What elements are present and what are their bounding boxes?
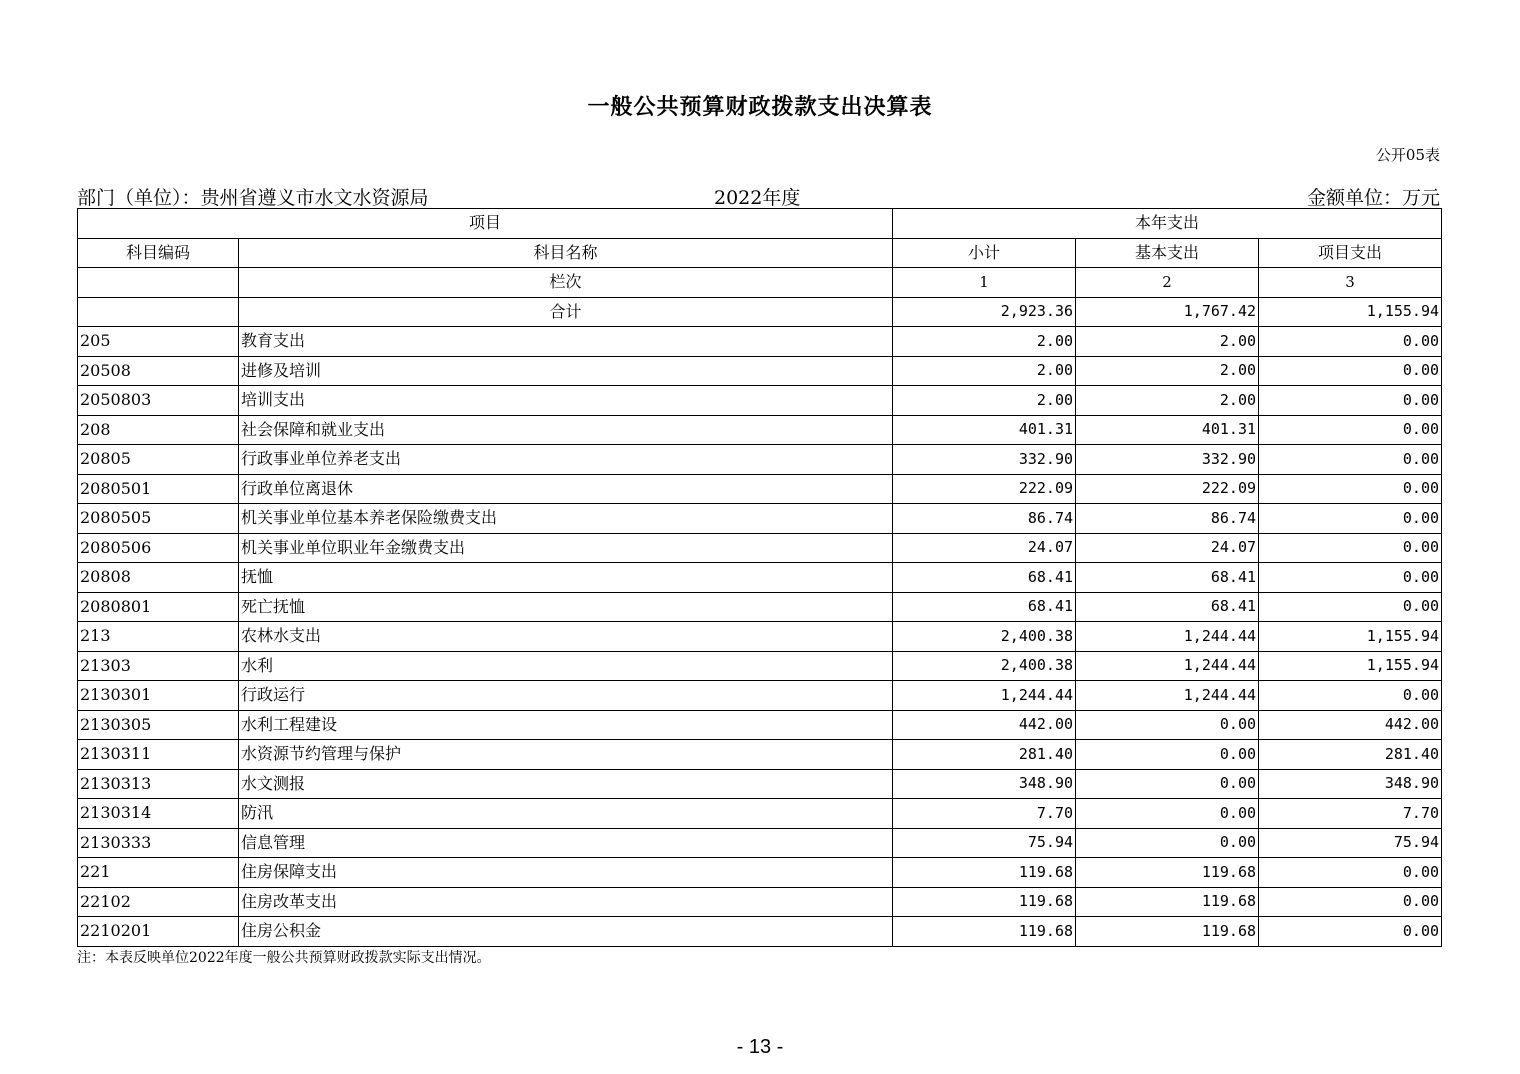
row-name: 机关事业单位基本养老保险缴费支出	[239, 504, 893, 534]
row-basic: 1,244.44	[1076, 651, 1259, 681]
table-row	[78, 681, 1442, 711]
header-basic: 基本支出	[1076, 238, 1259, 268]
row-project: 0.00	[1259, 356, 1442, 386]
table-row	[78, 887, 1442, 917]
row-project: 0.00	[1259, 592, 1442, 622]
total-label: 合计	[239, 297, 893, 327]
row-name: 培训支出	[239, 386, 893, 416]
empty-cell	[78, 297, 239, 327]
table-row	[78, 327, 1442, 357]
table-row	[78, 710, 1442, 740]
row-subtotal: 2,400.38	[893, 622, 1076, 652]
row-project: 1,155.94	[1259, 622, 1442, 652]
table-row	[78, 533, 1442, 563]
row-name: 防汛	[239, 799, 893, 829]
row-project: 0.00	[1259, 858, 1442, 888]
row-subtotal: 24.07	[893, 533, 1076, 563]
table-row	[78, 415, 1442, 445]
row-name: 住房保障支出	[239, 858, 893, 888]
row-code: 221	[78, 858, 239, 888]
header-row-1	[78, 209, 1442, 239]
row-code: 2050803	[78, 386, 239, 416]
row-subtotal: 2.00	[893, 327, 1076, 357]
header-row-2	[78, 238, 1442, 268]
row-subtotal: 332.90	[893, 445, 1076, 475]
row-name: 进修及培训	[239, 356, 893, 386]
row-basic: 0.00	[1076, 710, 1259, 740]
row-code: 213	[78, 622, 239, 652]
row-name: 社会保障和就业支出	[239, 415, 893, 445]
row-basic: 68.41	[1076, 563, 1259, 593]
page-title: 一般公共预算财政拨款支出决算表	[587, 94, 933, 120]
row-basic: 0.00	[1076, 828, 1259, 858]
table-row	[78, 592, 1442, 622]
row-code: 20805	[78, 445, 239, 475]
header-col-3: 3	[1259, 268, 1442, 298]
row-project: 0.00	[1259, 681, 1442, 711]
header-column-order: 栏次	[239, 268, 893, 298]
row-project: 0.00	[1259, 887, 1442, 917]
row-code: 2130301	[78, 681, 239, 711]
row-basic: 222.09	[1076, 474, 1259, 504]
row-code: 2130311	[78, 740, 239, 770]
row-project: 0.00	[1259, 474, 1442, 504]
row-project: 0.00	[1259, 415, 1442, 445]
row-project: 0.00	[1259, 504, 1442, 534]
row-basic: 119.68	[1076, 887, 1259, 917]
row-basic: 0.00	[1076, 799, 1259, 829]
table-row	[78, 474, 1442, 504]
row-basic: 86.74	[1076, 504, 1259, 534]
table-row	[78, 504, 1442, 534]
row-basic: 24.07	[1076, 533, 1259, 563]
expenditure-table	[77, 208, 1442, 947]
row-code: 205	[78, 327, 239, 357]
row-project: 0.00	[1259, 445, 1442, 475]
department-label: 部门（单位）：贵州省遵义市水文水资源局	[77, 187, 429, 209]
amount-unit-label: 金额单位：万元	[1306, 187, 1440, 209]
row-code: 2080506	[78, 533, 239, 563]
row-subtotal: 1,244.44	[893, 681, 1076, 711]
table-row	[78, 563, 1442, 593]
table-row	[78, 356, 1442, 386]
header-name: 科目名称	[239, 238, 893, 268]
total-row	[78, 297, 1442, 327]
row-project: 7.70	[1259, 799, 1442, 829]
row-project: 0.00	[1259, 563, 1442, 593]
row-name: 教育支出	[239, 327, 893, 357]
row-code: 2130313	[78, 769, 239, 799]
row-subtotal: 281.40	[893, 740, 1076, 770]
row-basic: 1,244.44	[1076, 681, 1259, 711]
row-code: 2210201	[78, 917, 239, 947]
header-code: 科目编码	[78, 238, 239, 268]
row-name: 水利工程建设	[239, 710, 893, 740]
row-name: 机关事业单位职业年金缴费支出	[239, 533, 893, 563]
header-col-1: 1	[893, 268, 1076, 298]
row-subtotal: 119.68	[893, 887, 1076, 917]
row-subtotal: 442.00	[893, 710, 1076, 740]
table-row	[78, 651, 1442, 681]
row-name: 水文测报	[239, 769, 893, 799]
row-name: 行政事业单位养老支出	[239, 445, 893, 475]
row-project: 75.94	[1259, 828, 1442, 858]
total-project: 1,155.94	[1259, 297, 1442, 327]
row-subtotal: 68.41	[893, 563, 1076, 593]
table-row	[78, 769, 1442, 799]
row-basic: 0.00	[1076, 769, 1259, 799]
row-project: 442.00	[1259, 710, 1442, 740]
row-project: 0.00	[1259, 533, 1442, 563]
row-basic: 68.41	[1076, 592, 1259, 622]
row-project: 0.00	[1259, 917, 1442, 947]
row-name: 住房改革支出	[239, 887, 893, 917]
total-basic: 1,767.42	[1076, 297, 1259, 327]
row-subtotal: 119.68	[893, 858, 1076, 888]
row-project: 0.00	[1259, 386, 1442, 416]
table-row	[78, 386, 1442, 416]
page-number: - 13 -	[736, 1036, 784, 1058]
row-basic: 1,244.44	[1076, 622, 1259, 652]
row-subtotal: 222.09	[893, 474, 1076, 504]
table-row	[78, 828, 1442, 858]
row-subtotal: 401.31	[893, 415, 1076, 445]
row-subtotal: 2,400.38	[893, 651, 1076, 681]
row-code: 2130305	[78, 710, 239, 740]
header-row-3	[78, 268, 1442, 298]
row-project: 1,155.94	[1259, 651, 1442, 681]
table-note: 注：本表反映单位2022年度一般公共预算财政拨款实际支出情况。	[77, 950, 491, 966]
row-project: 281.40	[1259, 740, 1442, 770]
header-project: 项目	[78, 209, 893, 239]
row-name: 抚恤	[239, 563, 893, 593]
row-name: 死亡抚恤	[239, 592, 893, 622]
row-code: 2080801	[78, 592, 239, 622]
form-number: 公开05表	[1375, 146, 1440, 164]
total-subtotal: 2,923.36	[893, 297, 1076, 327]
table-row	[78, 445, 1442, 475]
row-name: 农林水支出	[239, 622, 893, 652]
row-name: 水利	[239, 651, 893, 681]
row-code: 208	[78, 415, 239, 445]
row-subtotal: 2.00	[893, 386, 1076, 416]
row-code: 20508	[78, 356, 239, 386]
fiscal-year-label: 2022年度	[714, 187, 801, 209]
row-code: 20808	[78, 563, 239, 593]
row-basic: 0.00	[1076, 740, 1259, 770]
header-subtotal: 小计	[893, 238, 1076, 268]
row-code: 22102	[78, 887, 239, 917]
header-current-year: 本年支出	[893, 209, 1442, 239]
row-code: 2080505	[78, 504, 239, 534]
empty-cell	[78, 268, 239, 298]
row-subtotal: 86.74	[893, 504, 1076, 534]
row-basic: 2.00	[1076, 327, 1259, 357]
header-col-2: 2	[1076, 268, 1259, 298]
table-row	[78, 858, 1442, 888]
row-basic: 401.31	[1076, 415, 1259, 445]
row-name: 行政运行	[239, 681, 893, 711]
row-project: 0.00	[1259, 327, 1442, 357]
header-project-expense: 项目支出	[1259, 238, 1442, 268]
row-basic: 119.68	[1076, 917, 1259, 947]
table-row	[78, 917, 1442, 947]
row-basic: 119.68	[1076, 858, 1259, 888]
row-subtotal: 7.70	[893, 799, 1076, 829]
row-subtotal: 75.94	[893, 828, 1076, 858]
table-row	[78, 740, 1442, 770]
row-code: 2130314	[78, 799, 239, 829]
row-basic: 332.90	[1076, 445, 1259, 475]
row-name: 住房公积金	[239, 917, 893, 947]
row-basic: 2.00	[1076, 386, 1259, 416]
row-subtotal: 348.90	[893, 769, 1076, 799]
row-subtotal: 68.41	[893, 592, 1076, 622]
row-code: 21303	[78, 651, 239, 681]
row-basic: 2.00	[1076, 356, 1259, 386]
row-code: 2080501	[78, 474, 239, 504]
row-subtotal: 2.00	[893, 356, 1076, 386]
table-row	[78, 622, 1442, 652]
row-name: 行政单位离退休	[239, 474, 893, 504]
row-name: 信息管理	[239, 828, 893, 858]
row-name: 水资源节约管理与保护	[239, 740, 893, 770]
table-row	[78, 799, 1442, 829]
row-subtotal: 119.68	[893, 917, 1076, 947]
row-code: 2130333	[78, 828, 239, 858]
row-project: 348.90	[1259, 769, 1442, 799]
